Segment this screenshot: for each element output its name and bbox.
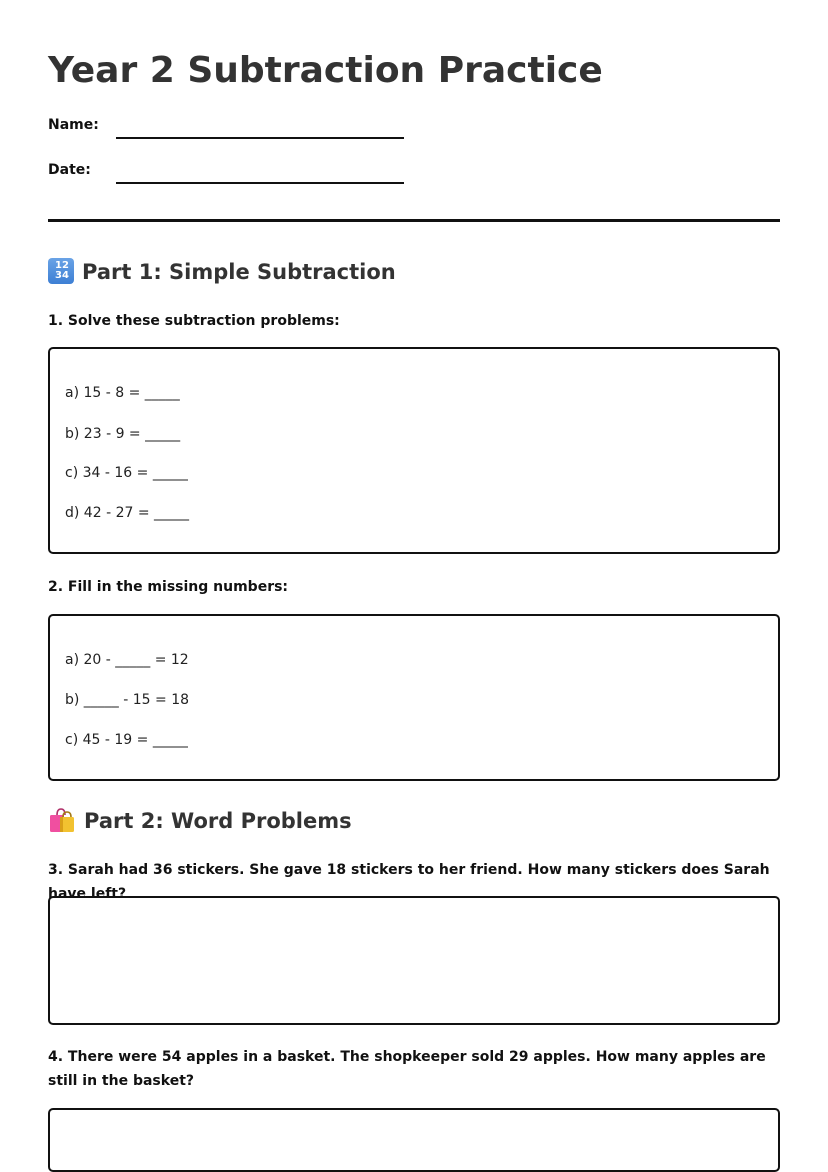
question-1: 1. Solve these subtraction problems: [48,313,340,329]
q1-item-d: d) 42 - 27 = _____ [65,505,190,521]
page-title: Year 2 Subtraction Practice [48,50,603,91]
name-field [48,117,468,141]
input-numbers-icon: 12 34 [48,258,74,284]
question-3: 3. Sarah had 36 stickers. She gave 18 stickers to her friend. How many stickers does Sarah have left? [48,862,770,902]
header-divider [48,219,780,222]
part1-heading [48,257,396,287]
question-4: 4. There were 54 apples in a basket. The shopkeeper sold 29 apples. How many apples are still in the basket? [48,1049,766,1089]
name-blank-line[interactable] [116,137,404,139]
q1-item-a: a) 15 - 8 = _____ [65,385,180,401]
q1-item-c: c) 34 - 16 = _____ [65,465,188,481]
question-3-answer-box[interactable] [48,896,780,1025]
q2-item-a: a) 20 - _____ = 12 [65,652,189,668]
question-2-box [48,614,780,781]
question-1-box [48,347,780,554]
q1-item-b: b) 23 - 9 = _____ [65,426,181,442]
date-blank-line[interactable] [116,182,404,184]
date-label: Date: [48,162,91,178]
part2-heading-text: Part 2: Word Problems [84,809,352,833]
part2-heading [48,806,352,836]
part1-heading-text: Part 1: Simple Subtraction [82,260,396,284]
name-label: Name: [48,117,99,133]
question-2: 2. Fill in the missing numbers: [48,579,289,595]
date-field [48,162,468,186]
q2-item-c: c) 45 - 19 = _____ [65,732,188,748]
q2-item-b: b) _____ - 15 = 18 [65,692,190,708]
shopping-bags-icon [48,806,76,834]
